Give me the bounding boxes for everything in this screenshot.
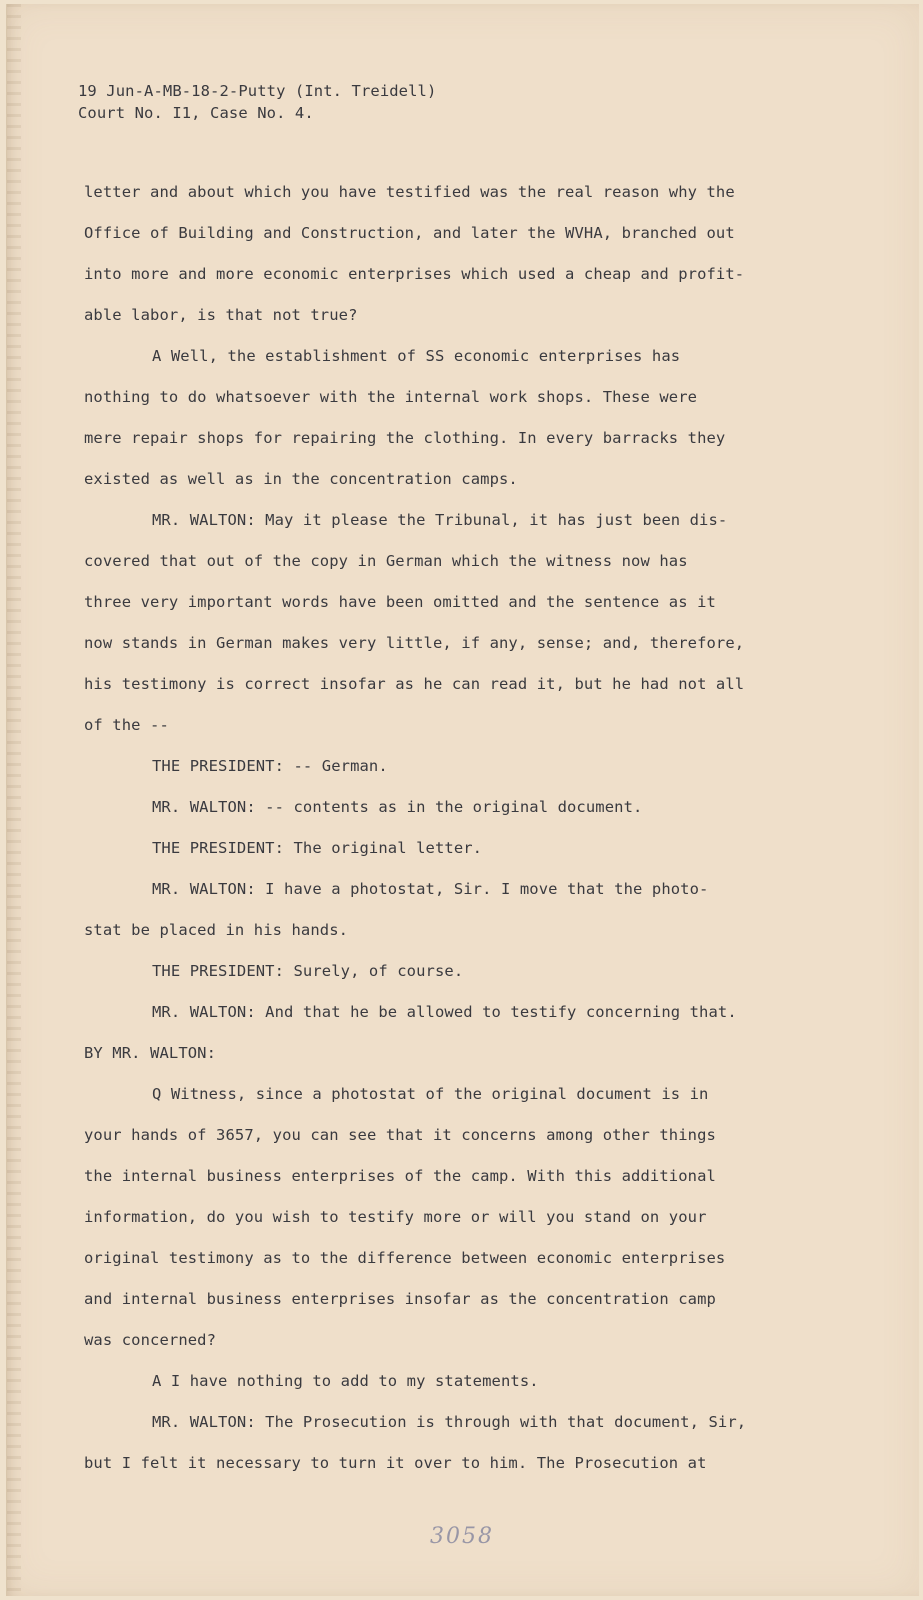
text-line: the internal business enterprises of the camp. With this additional (84, 1167, 716, 1185)
text-line: and internal business enterprises insofar as the concentration camp (84, 1290, 716, 1308)
text-line: mere repair shops for repairing the clothing. In every barracks they (84, 429, 726, 447)
text-line: was concerned? (84, 1331, 217, 1349)
text-line: THE PRESIDENT: -- German. (152, 757, 388, 775)
text-line: letter and about which you have testified was the real reason why the (84, 183, 735, 201)
text-line: A Well, the establishment of SS economic enterprises has (152, 347, 681, 365)
text-line: Q Witness, since a photostat of the original document is in (152, 1085, 709, 1103)
text-line: MR. WALTON: And that he be allowed to testify concerning that. (152, 1003, 737, 1021)
text-line: THE PRESIDENT: The original letter. (152, 839, 483, 857)
text-line: THE PRESIDENT: Surely, of course. (152, 962, 464, 980)
text-line: MR. WALTON: The Prosecution is through with that document, Sir, (152, 1413, 747, 1431)
text-line: stat be placed in his hands. (84, 921, 349, 939)
page-number-stamp: 3058 (430, 1524, 494, 1549)
text-line: your hands of 3657, you can see that it concerns among other things (84, 1126, 716, 1144)
text-line: MR. WALTON: -- contents as in the original document. (152, 798, 643, 816)
header-line-2: Court No. I1, Case No. 4. (78, 104, 314, 122)
text-line: three very important words have been omitted and the sentence as it (84, 593, 716, 611)
text-line: Office of Building and Construction, and later the WVHA, branched out (84, 224, 735, 242)
text-line: nothing to do whatsoever with the internal work shops. These were (84, 388, 698, 406)
document-header (78, 80, 436, 124)
text-line: covered that out of the copy in German which the witness now has (84, 552, 688, 570)
text-line: MR. WALTON: May it please the Tribunal, it has just been dis- (152, 511, 728, 529)
text-line: able labor, is that not true? (84, 306, 358, 324)
text-line: existed as well as in the concentration camps. (84, 470, 518, 488)
text-line: of the -- (84, 716, 169, 734)
text-line: MR. WALTON: I have a photostat, Sir. I move that the photo- (152, 880, 709, 898)
text-line: information, do you wish to testify more or will you stand on your (84, 1208, 707, 1226)
text-line: original testimony as to the difference between economic enterprises (84, 1249, 726, 1267)
torn-left-edge (7, 4, 21, 1596)
header-line-1: 19 Jun-A-MB-18-2-Putty (Int. Treidell) (78, 82, 437, 100)
text-line: his testimony is correct insofar as he can read it, but he had not all (84, 675, 745, 693)
text-line: now stands in German makes very little, if any, sense; and, therefore, (84, 634, 745, 652)
text-line: BY MR. WALTON: (84, 1044, 217, 1062)
text-line: into more and more economic enterprises which used a cheap and profit- (84, 265, 745, 283)
text-line: but I felt it necessary to turn it over to him. The Prosecution at (84, 1454, 707, 1472)
text-line: A I have nothing to add to my statements. (152, 1372, 539, 1390)
